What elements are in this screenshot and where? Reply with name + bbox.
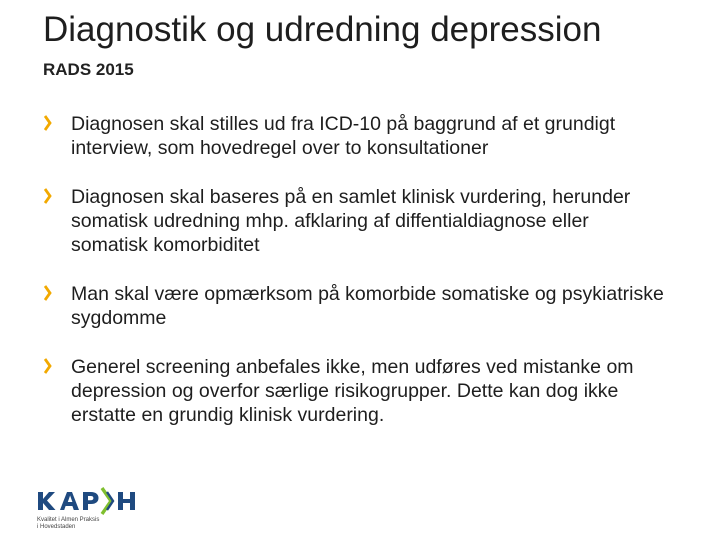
bullet-item [44,185,651,257]
bullet-list [44,112,684,427]
chevron-bullet-icon [44,188,52,204]
chevron-bullet-icon [44,285,52,301]
chevron-bullet-icon [44,358,52,374]
logo-tagline [37,517,117,531]
bullet-text: Diagnosen skal stilles ud fra ICD-10 på baggrund af et grundigt interview, som hovedregel over to konsultationer [71,113,616,159]
logo-tagline-line: i Hovedstaden [37,524,76,530]
bullet-text: Generel screening anbefales ikke, men udføres ved mistanke om depression og overfor særlige risikogrupper. Dette kan dog ikke erstatte en grundig klinisk vurdering. [71,356,634,426]
slide-title: Diagnostik og udredning depression [43,10,602,49]
bullet-item [44,282,671,330]
bullet-text: Man skal være opmærksom på komorbide somatiske og psykiatriske sygdomme [71,283,664,329]
bullet-item [44,355,671,427]
logo-tagline-line: Kvalitet i Almen Praksis [37,517,100,523]
bullet-text: Diagnosen skal baseres på en samlet klinisk vurdering, herunder somatisk udredning mhp. afklaring af diffentialdiagnose eller somatisk komorbiditet [71,186,631,256]
chevron-bullet-icon [44,115,52,131]
slide-subtitle: RADS 2015 [43,60,134,79]
bullet-item [44,112,671,160]
